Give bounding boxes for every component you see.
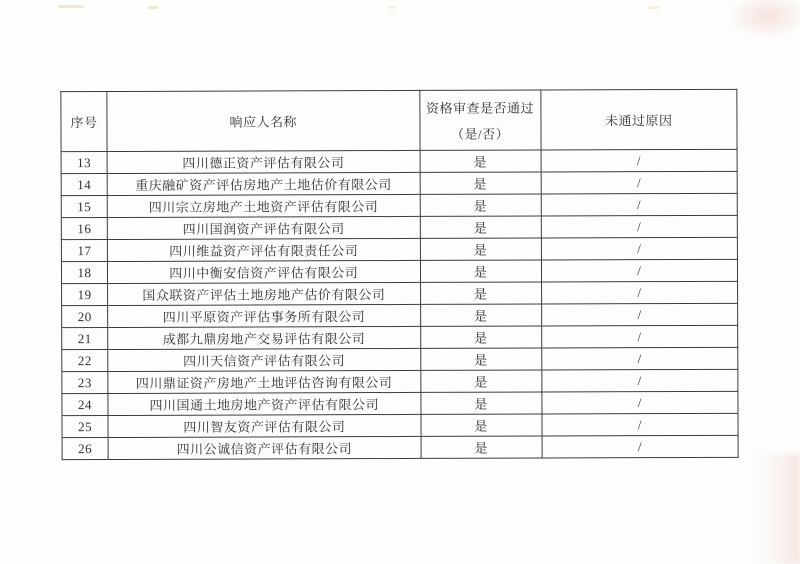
row-reason-cell: / bbox=[541, 193, 737, 216]
row-index-cell: 18 bbox=[61, 262, 107, 284]
scan-speck bbox=[648, 6, 660, 9]
row-reason-cell: / bbox=[541, 281, 737, 304]
row-passed-cell: 是 bbox=[420, 172, 541, 194]
scan-speck bbox=[58, 5, 84, 8]
row-index-cell: 25 bbox=[62, 416, 108, 438]
scan-stain-right-edge bbox=[752, 454, 800, 564]
row-index-cell: 13 bbox=[61, 152, 107, 174]
table-row bbox=[61, 171, 737, 195]
row-passed-cell: 是 bbox=[420, 238, 541, 260]
row-index-cell: 19 bbox=[62, 284, 108, 306]
row-reason-cell: / bbox=[541, 215, 737, 238]
table-row bbox=[62, 303, 738, 327]
table-row bbox=[62, 325, 738, 349]
header-fail-reason: 未通过原因 bbox=[541, 89, 738, 150]
row-passed-cell: 是 bbox=[420, 392, 541, 414]
table-row bbox=[61, 193, 737, 217]
row-reason-cell: / bbox=[542, 369, 738, 392]
table-row bbox=[61, 149, 737, 173]
header-qualification-line2: （是/否） bbox=[451, 126, 510, 142]
row-reason-cell: / bbox=[542, 391, 738, 414]
row-reason-cell: / bbox=[541, 259, 737, 282]
row-name-cell: 四川智友资产评估有限公司 bbox=[108, 414, 421, 437]
table-row bbox=[62, 369, 738, 393]
table-row bbox=[62, 391, 738, 415]
scan-speck bbox=[388, 6, 396, 9]
row-name-cell: 四川宗立房地产土地资产评估有限公司 bbox=[107, 194, 420, 217]
header-respondent-name: 响应人名称 bbox=[107, 90, 420, 151]
row-reason-cell: / bbox=[541, 325, 737, 348]
table-row bbox=[61, 237, 737, 261]
row-name-cell: 四川中衡安信资产评估有限公司 bbox=[108, 260, 421, 283]
row-name-cell: 四川国润资产评估有限公司 bbox=[107, 216, 420, 239]
row-name-cell: 四川维益资产评估有限责任公司 bbox=[107, 238, 420, 261]
row-reason-cell: / bbox=[541, 237, 737, 260]
row-reason-cell: / bbox=[541, 347, 737, 370]
scan-speck bbox=[148, 6, 158, 9]
scan-stain-top-right bbox=[728, 0, 800, 38]
row-index-cell: 14 bbox=[61, 174, 107, 196]
row-name-cell: 四川国通土地房地产资产评估有限公司 bbox=[108, 392, 421, 415]
row-index-cell: 17 bbox=[61, 240, 107, 262]
row-passed-cell: 是 bbox=[421, 414, 542, 436]
row-name-cell: 四川天信资产评估有限公司 bbox=[108, 348, 421, 371]
row-index-cell: 26 bbox=[62, 438, 108, 460]
row-name-cell: 四川公诚信资产评估有限公司 bbox=[108, 436, 421, 459]
row-index-cell: 15 bbox=[61, 196, 107, 218]
row-passed-cell: 是 bbox=[421, 436, 542, 458]
table-row bbox=[62, 413, 738, 437]
row-passed-cell: 是 bbox=[420, 348, 541, 370]
row-passed-cell: 是 bbox=[420, 282, 541, 304]
row-name-cell: 重庆融矿资产评估房地产土地估价有限公司 bbox=[107, 172, 420, 195]
table-row bbox=[62, 347, 738, 371]
row-name-cell: 国众联资产评估土地房地产估价有限公司 bbox=[108, 282, 421, 305]
row-index-cell: 22 bbox=[62, 350, 108, 372]
row-index-cell: 23 bbox=[62, 372, 108, 394]
row-reason-cell: / bbox=[541, 149, 737, 172]
row-reason-cell: / bbox=[542, 435, 738, 458]
table-row bbox=[61, 215, 737, 239]
row-reason-cell: / bbox=[541, 303, 737, 326]
header-index: 序号 bbox=[61, 92, 107, 152]
row-passed-cell: 是 bbox=[420, 370, 541, 392]
row-index-cell: 21 bbox=[62, 328, 108, 350]
header-qualification-line1: 资格审查是否通过 bbox=[425, 100, 535, 116]
table-row bbox=[62, 435, 738, 459]
table-row bbox=[62, 281, 738, 305]
row-index-cell: 16 bbox=[61, 218, 107, 240]
qualification-review-table bbox=[60, 89, 738, 460]
header-qualification-pass bbox=[419, 90, 540, 150]
row-passed-cell: 是 bbox=[420, 216, 541, 238]
row-name-cell: 成都九鼎房地产交易评估有限公司 bbox=[108, 326, 421, 349]
table-row bbox=[61, 259, 737, 283]
row-index-cell: 20 bbox=[62, 306, 108, 328]
row-passed-cell: 是 bbox=[420, 150, 541, 172]
row-reason-cell: / bbox=[541, 171, 737, 194]
row-passed-cell: 是 bbox=[420, 326, 541, 348]
row-reason-cell: / bbox=[542, 413, 738, 436]
table-header-row bbox=[61, 89, 737, 151]
row-name-cell: 四川德正资产评估有限公司 bbox=[107, 150, 420, 173]
row-index-cell: 24 bbox=[62, 394, 108, 416]
qualification-review-table-wrap bbox=[60, 89, 738, 460]
row-passed-cell: 是 bbox=[420, 260, 541, 282]
row-name-cell: 四川平原资产评估事务所有限公司 bbox=[108, 304, 421, 327]
row-passed-cell: 是 bbox=[420, 304, 541, 326]
row-name-cell: 四川鼎证资产房地产土地评估咨询有限公司 bbox=[108, 370, 421, 393]
row-passed-cell: 是 bbox=[420, 194, 541, 216]
